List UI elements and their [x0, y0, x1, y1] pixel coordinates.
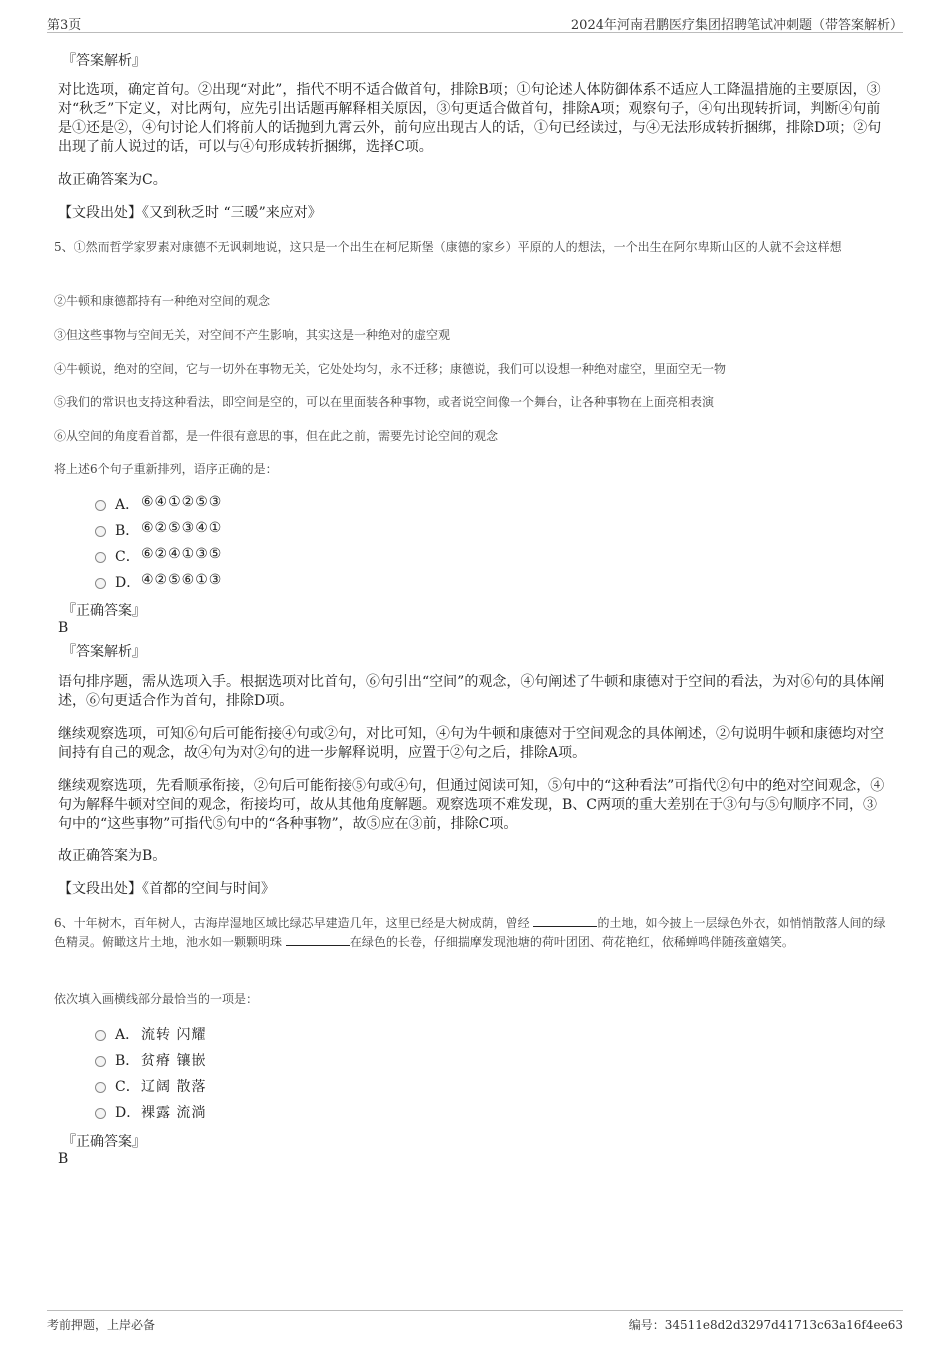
- q4-source: 【文段出处】《又到秋乏时 “三暖”来应对》: [58, 205, 322, 221]
- option-letter: D．: [115, 575, 141, 591]
- option-letter: C．: [115, 1079, 140, 1095]
- q6-prompt: 依次填入画横线部分最恰当的一项是：: [54, 992, 259, 1006]
- q5-sentence-2: ②牛顿和康德都持有一种绝对空间的观念: [54, 294, 271, 308]
- q5-sentence-5: ⑤我们的常识也支持这种看法，即空间是空的，可以在里面装各种事物，或者说空间像一个舞台，让各种事物在上面亮相表演: [54, 395, 715, 409]
- page-footer: [47, 1310, 903, 1337]
- q6-stem-part-3: 在绿色的长卷，仔细揣摩发现池塘的荷叶团团、荷花艳红，依稀蝉鸣伴随孩童嬉笑。: [349, 935, 794, 949]
- option-letter: C．: [115, 549, 140, 565]
- q4-analysis: 对比选项，确定首句。②出现“对此”，指代不明不适合做首句，排除B项；①句论述人体防御体系不适应人工降温措施的主要原因，③对“秋乏”下定义，对比两句，应先引出话题再解释相关原因，③句更适合做首句，排除A项；观察句子，④句出现转折词，判断④句前是①还是②，④句讨论人们将前人的话抛到九霄云外，前句应出现古人的话，①句已经读过，与④无法形成转折捆绑，排除D项；②句出现了前人说过的话，可以与④句形成转折捆绑，选择C项。: [58, 82, 882, 155]
- q6-blank-1: [533, 914, 597, 927]
- radio-icon[interactable]: [95, 578, 106, 589]
- q5-sentence-3: ③但这些事物与空间无关，对空间不产生影响，其实这是一种绝对的虚空观: [54, 328, 451, 342]
- option-text: ⑥②④①③⑤: [141, 546, 223, 562]
- option-text: ⑥④①②⑤③: [141, 494, 223, 510]
- q6-stem: [54, 914, 896, 952]
- radio-icon[interactable]: [95, 1082, 106, 1093]
- option-text: 贫瘠 镶嵌: [141, 1053, 207, 1069]
- q5-prompt: 将上述6个句子重新排列，语序正确的是：: [54, 462, 278, 476]
- q5-answer: B: [58, 620, 69, 636]
- option-text: 流转 闪耀: [141, 1027, 207, 1043]
- q5-answer-label: 『正确答案』: [62, 603, 146, 619]
- radio-icon[interactable]: [95, 1056, 106, 1067]
- document-title: 2024年河南君鹏医疗集团招聘笔试冲刺题（带答案解析）: [570, 18, 903, 33]
- q5-analysis-label: 『答案解析』: [62, 644, 146, 660]
- option-text: ⑥②⑤③④①: [141, 520, 223, 536]
- option-letter: A．: [115, 1027, 140, 1043]
- document-id: 编号：34511e8d2d3297d41713c63a16f4ee63: [628, 1318, 903, 1332]
- q6-stem-part-1: 6、十年树木，百年树人，古海岸湿地区域比绿芯早建造几年，这里已经是大树成荫，曾经: [54, 916, 534, 930]
- option-text: ④②⑤⑥①③: [141, 572, 223, 588]
- option-letter: A．: [115, 497, 140, 513]
- q5-sentence-4: ④牛顿说，绝对的空间，它与一切外在事物无关，它处处均匀，永不迁移；康德说，我们可以设想一种绝对虚空，里面空无一物: [54, 362, 727, 376]
- q6-answer-label: 『正确答案』: [62, 1134, 146, 1150]
- option-text: 裸露 流淌: [141, 1105, 207, 1121]
- q5-conclusion: 故正确答案为B。: [58, 848, 167, 864]
- radio-icon[interactable]: [95, 500, 106, 511]
- q6-answer: B: [58, 1151, 69, 1167]
- q5-sentence-6: ⑥从空间的角度看首都，是一件很有意思的事，但在此之前，需要先讨论空间的观念: [54, 429, 499, 443]
- radio-icon[interactable]: [95, 1030, 106, 1041]
- option-letter: B．: [115, 523, 140, 539]
- page-number: 第3页: [47, 18, 82, 33]
- q5-stem: 5、①然而哲学家罗素对康德不无讽刺地说，这只是一个出生在柯尼斯堡（康德的家乡）平原的人的想法，一个出生在阿尔卑斯山区的人就不会这样想: [54, 240, 842, 254]
- page-header: [47, 14, 903, 33]
- option-text: 辽阔 散落: [141, 1079, 207, 1095]
- radio-icon[interactable]: [95, 552, 106, 563]
- option-letter: D．: [115, 1105, 141, 1121]
- q5-analysis-1: 语句排序题，需从选项入手。根据选项对比首句，⑥句引出“空间”的观念，④句阐述了牛顿和康德对于空间的看法，为对⑥句的具体阐述，⑥句更适合作为首句，排除D项。: [58, 674, 885, 709]
- q4-conclusion: 故正确答案为C。: [58, 172, 167, 188]
- radio-icon[interactable]: [95, 526, 106, 537]
- radio-icon[interactable]: [95, 1108, 106, 1119]
- q5-analysis-2: 继续观察选项，可知⑥句后可能衔接④句或②句，对比可知，④句为牛顿和康德对于空间观念的具体阐述，②句说明牛顿和康德均对空间持有自己的观念，故④句为对②句的进一步解释说明，应置于②句之后，排除A项。: [58, 726, 884, 761]
- q5-source: 【文段出处】《首都的空间与时间》: [58, 881, 275, 897]
- q6-stem-part-2: 的土地，如今披上一层绿色外衣，如悄悄散落人间的绿色精灵。俯瞰这片土地，池水如一颗颗明珠: [54, 916, 886, 949]
- q6-blank-2: [286, 933, 350, 946]
- q4-analysis-label: 『答案解析』: [62, 53, 146, 69]
- option-letter: B．: [115, 1053, 140, 1069]
- footer-slogan: 考前押题，上岸必备: [47, 1318, 156, 1332]
- q5-analysis-3: 继续观察选项，先看顺承衔接，②句后可能衔接⑤句或④句，但通过阅读可知，⑤句中的“这种看法”可指代②句中的绝对空间观念，④句为解释牛顿对空间的观念，衔接均可，故从其他角度解题。观察选项不难发现，B、C两项的重大差别在于③句与⑤句顺序不同，③句中的“这些事物”可指代⑤句中的“各种事物”，故⑤应在③前，排除C项。: [58, 778, 885, 832]
